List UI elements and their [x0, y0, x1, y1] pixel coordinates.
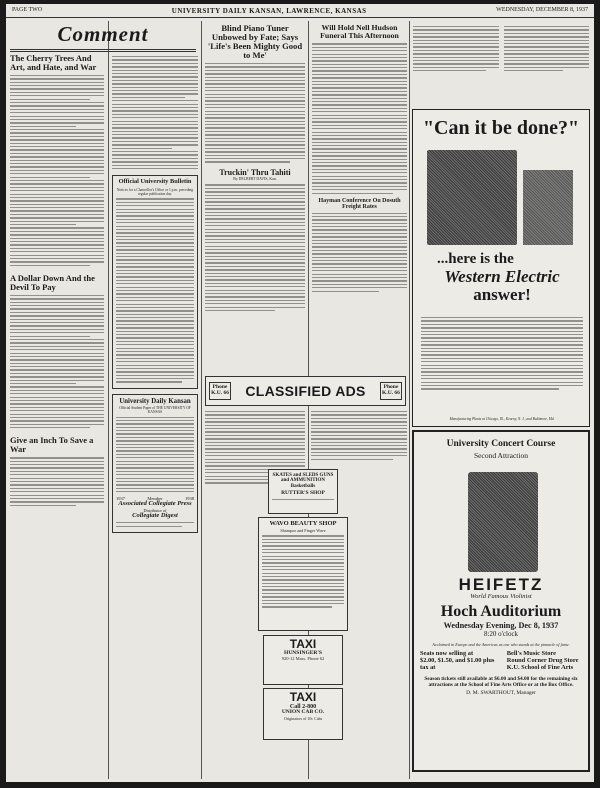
- column-rule: [108, 21, 109, 779]
- concert-note: Acclaimed in Europe and the Americas as one who stands at the pinnacle of fame.: [432, 642, 570, 648]
- telephone-illustration: [523, 170, 573, 245]
- we-body: [421, 315, 583, 392]
- concert-signature: D. M. SWARTHOUT, Manager: [466, 689, 536, 696]
- classified-title: CLASSIFIED ADS: [245, 382, 366, 399]
- taxi2-origin: Originators of 10c Cabs: [283, 715, 323, 721]
- classified-banner: [205, 376, 406, 406]
- official-bulletin-box: [112, 175, 198, 389]
- press-name: Associated Collegiate Press: [118, 500, 192, 508]
- press-distributor: Distributor of: [143, 508, 167, 514]
- we-question: "Can it be done?": [422, 117, 580, 139]
- conference-headline: Hayman Conference Ou Dosuth Freight Rates: [318, 197, 401, 211]
- column-2: [112, 54, 198, 533]
- bulletin-subtitle: Notices for a Chancellor's Office or 1 p.m. preceding regular publication day.: [116, 187, 194, 197]
- kansan-box-title: University Daily Kansan: [119, 397, 191, 405]
- skates-ad: [268, 469, 338, 514]
- we-brand: Western Electric: [444, 266, 560, 286]
- wavo-subtitle: Shampoo and Finger Wave: [280, 527, 326, 533]
- article-body: [205, 184, 305, 311]
- taxi1-name: HUNSINGER'S: [284, 649, 322, 656]
- article-body: [205, 63, 305, 163]
- staff-list: [116, 417, 194, 493]
- taxi2-phone: Call 2-800: [289, 703, 317, 710]
- concert-ad: [412, 430, 590, 772]
- taxi2-name: UNION CAB CO.: [281, 708, 325, 715]
- issue-date: WEDNESDAY, DECEMBER 8, 1937: [496, 7, 588, 13]
- concert-place-2: Round Corner Drug Store: [506, 657, 579, 665]
- western-electric-ad: [412, 109, 590, 427]
- editorial-headline-give-an-inch: Give an Inch To Save a War: [10, 435, 94, 455]
- we-answer-post: answer!: [473, 284, 531, 304]
- article-body: [312, 43, 407, 193]
- press-digest: Collegiate Digest: [132, 512, 178, 520]
- taxi-union-ad: [263, 688, 343, 740]
- press-year-end: 1938: [185, 496, 194, 502]
- kansan-staff-box: [112, 394, 198, 533]
- concert-season: Season tickets still available at $6.00 and $4.00 for the remaining six attractions at the School of Fine Arts Office or at the Box Office.: [424, 675, 578, 688]
- wavo-body: [262, 535, 344, 608]
- kansan-box-subtitle: Official Student Paper of THE UNIVERSITY OF KANSAS: [119, 406, 191, 415]
- taxi-hunsinger-ad: [263, 635, 343, 685]
- bulletin-title: Official University Bulletin: [118, 178, 192, 186]
- concert-venue: Hoch Auditorium: [440, 602, 562, 620]
- classified-phone-right: Phone K.U. 66: [380, 382, 402, 400]
- skates-ad-text: SKATES and SLEDS GUNS and AMMUNITION Basketballs: [272, 473, 334, 489]
- piano-tuner-headline: Blind Piano Tuner Unbowed by Fate; Says 'Life's Been Mighty Good to Me': [207, 24, 303, 61]
- taxi1-phone: 920-12 Mass. Phone 62: [281, 656, 325, 662]
- concert-date: Wednesday Evening, Dec 8, 1937: [443, 621, 559, 631]
- classified-right: [311, 409, 407, 462]
- column-3: [205, 24, 305, 313]
- column-1: [10, 54, 104, 508]
- column-rule: [201, 21, 202, 779]
- concert-place-3: K.U. School of Fine Arts: [506, 663, 574, 671]
- article-body: [312, 213, 407, 292]
- taxi1-title: TAXI: [289, 637, 317, 651]
- we-answer-pre: ...here is the: [437, 251, 514, 267]
- wavo-beauty-ad: [258, 517, 348, 631]
- classified-listings: [311, 411, 407, 460]
- editorial-body: [10, 75, 104, 266]
- wavo-title: WAVO BEAUTY SHOP: [269, 520, 337, 527]
- classified-phone-left: Phone K.U. 66: [209, 382, 231, 400]
- concert-artist: HEIFETZ: [458, 575, 544, 594]
- skates-ad-address: [272, 499, 334, 500]
- column-rule: [409, 21, 410, 779]
- editorial-body: [112, 56, 198, 169]
- column-4: [312, 24, 407, 294]
- editorial-body: [10, 457, 104, 506]
- press-year-start: 1937: [116, 496, 125, 502]
- truckin-byline: By DELBERT DAVIS, Kan.: [233, 177, 277, 182]
- skates-ad-store: RUTTER'S SHOP: [281, 489, 325, 496]
- editorial-headline-dollar-down: A Dollar Down And the Devil To Pay: [10, 273, 95, 292]
- heifetz-portrait: [468, 472, 538, 572]
- comment-title: Comment: [57, 22, 149, 46]
- article-body: [413, 24, 589, 74]
- newspaper-page: [6, 4, 594, 782]
- press-fineprint: [116, 522, 194, 527]
- concert-tagline: World Famous Violinist: [470, 592, 532, 600]
- truckin-headline: Truckin' Thru Tahiti: [219, 167, 291, 177]
- engineer-illustration: [427, 150, 517, 245]
- page-number: PAGE TWO: [12, 7, 43, 13]
- bulletin-body: [116, 198, 194, 382]
- concert-place-1: Bell's Music Store: [506, 650, 556, 658]
- taxi2-title: TAXI: [289, 690, 317, 704]
- column-5-top: [413, 24, 589, 74]
- page-header: [6, 4, 594, 18]
- we-footer: Manufacturing Plants at Chicago, Ill., Kearny, N. J., and Baltimore, Md.: [449, 416, 555, 421]
- editorial-body: [10, 295, 104, 429]
- concert-title: University Concert Course: [446, 439, 556, 449]
- masthead: UNIVERSITY DAILY KANSAN, LAWRENCE, KANSAS: [171, 7, 367, 15]
- concert-seats-label: Seats now selling at: [420, 650, 474, 658]
- concert-time: 8:20 o'clock: [483, 630, 519, 639]
- press-member-label: Member: [147, 496, 163, 502]
- concert-subtitle: Second Attraction: [474, 450, 528, 460]
- comment-section: [10, 22, 196, 52]
- editorial-headline-cherry-trees: The Cherry Trees And Art, and Hate, and War: [10, 54, 97, 72]
- concert-prices: $2.00, $1.50, and $1.00 plus tax at: [420, 657, 495, 671]
- funeral-headline: Will Hold Nell Hudson Funeral This Afternoon: [320, 24, 399, 41]
